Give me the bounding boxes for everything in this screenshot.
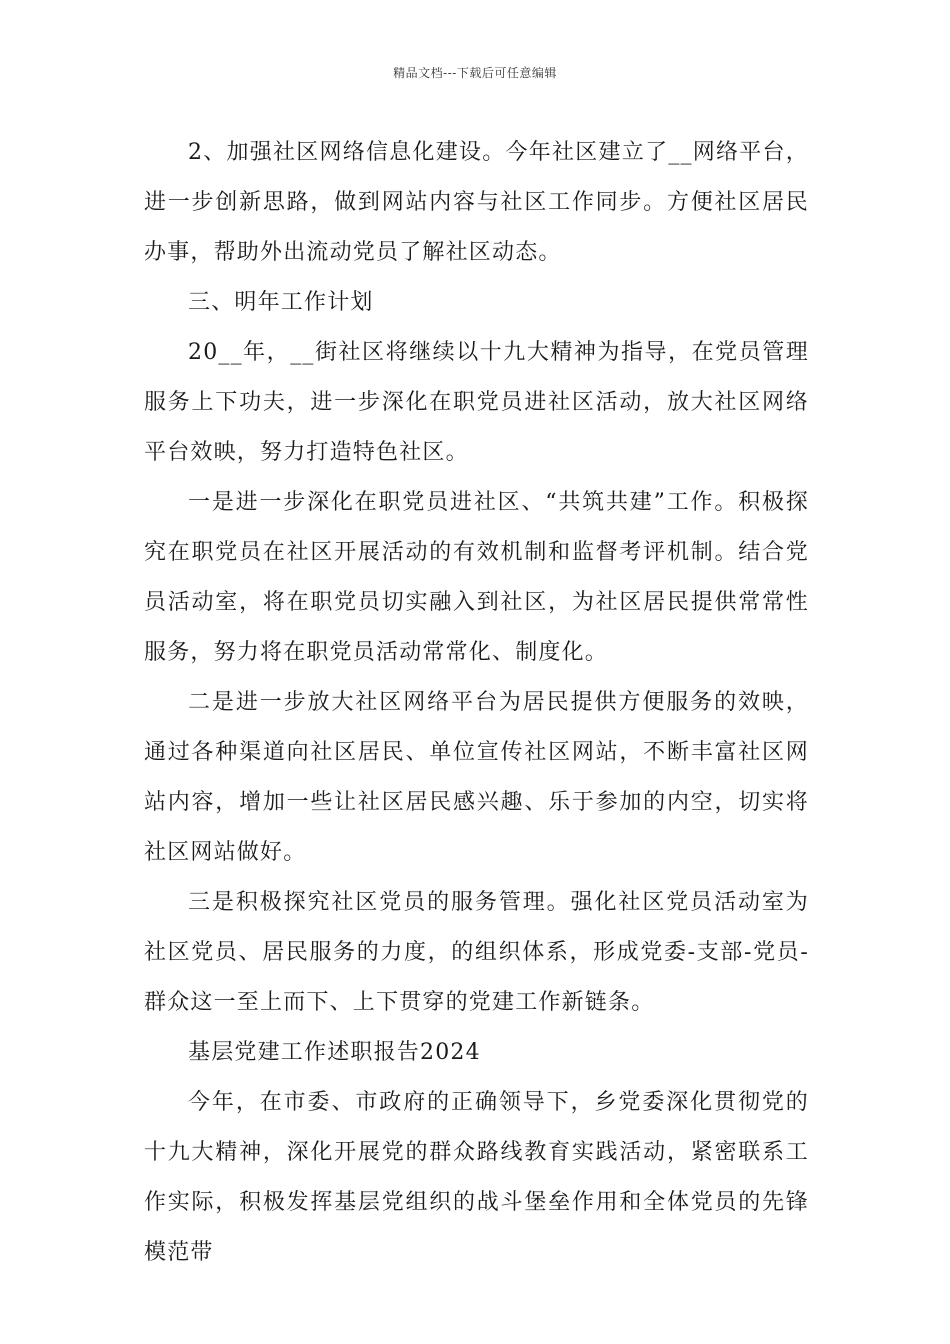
document-body [144, 128, 809, 1278]
paragraph-plan-item-two: 二是进一步放大社区网络平台为居民提供方便服务的效映，通过各种渠道向社区居民、单位宣传社区网站，不断丰富社区网站内容，增加一些让社区居民感兴趣、乐于参加的内空，切实将社区网站做好。 [144, 690, 809, 865]
section-heading-next-year-plan: 三、明年工作计划 [188, 290, 374, 315]
paragraph-plan-item-one: 一是进一步深化在职党员进社区、“共筑共建”工作。积极探究在职党员在社区开展活动的有效机制和监督考评机制。结合党员活动室，将在职党员切实融入到社区，为社区居民提供常常性服务，努力将在职党员活动常常化、制度化。 [144, 490, 809, 665]
paragraph-next-year-overview: 20__年，__街社区将继续以十九大精神为指导，在党员管理服务上下功夫，进一步深化在职党员进社区活动，放大社区网络平台效映，努力打造特色社区。 [144, 340, 809, 465]
page-header: 精品文档---下载后可任意编辑 [393, 66, 557, 80]
paragraph-plan-item-three: 三是积极探究社区党员的服务管理。强化社区党员活动室为社区党员、居民服务的力度，的组织体系，形成党委-支部-党员-群众这一至上而下、上下贯穿的党建工作新链条。 [144, 890, 809, 1015]
report-title: 基层党建工作述职报告2024 [188, 1040, 481, 1065]
paragraph-report-intro: 今年，在市委、市政府的正确领导下，乡党委深化贯彻党的十九大精神，深化开展党的群众路线教育实践活动，紧密联系工作实际，积极发挥基层党组织的战斗堡垒作用和全体党员的先锋模范带 [144, 1090, 809, 1265]
paragraph-network-construction: 2、加强社区网络信息化建设。今年社区建立了__网络平台，进一步创新思路，做到网站内容与社区工作同步。方便社区居民办事，帮助外出流动党员了解社区动态。 [144, 140, 809, 265]
